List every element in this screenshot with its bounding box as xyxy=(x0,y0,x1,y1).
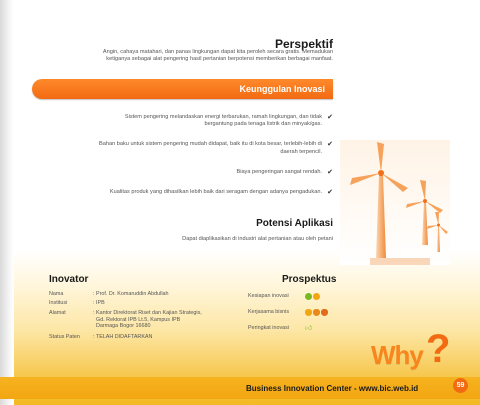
inovator-value: : TELAH DIDAFTARKAN xyxy=(93,333,153,340)
book-spine-shadow xyxy=(0,0,14,405)
advantage-list xyxy=(33,114,333,209)
footer-text: Business Innovation Center - www.bic.web.id xyxy=(246,384,419,393)
perspektif-line-2: ketiganya sebagai alat pengering hasil pertanian berpotensi memberikan berbagai manfaat. xyxy=(106,56,333,63)
readiness-icon xyxy=(313,293,320,300)
keunggulan-banner xyxy=(32,79,333,99)
potensi-title: Potensi Aplikasi xyxy=(256,218,333,229)
inovator-row xyxy=(49,291,233,298)
inovator-row xyxy=(49,334,233,341)
advantage-text: Kualitas produk yang dihasilkan lebih baik dari seragam dengan adanya pengadukan. xyxy=(109,189,322,196)
money-bag-icon xyxy=(313,309,320,316)
advantage-text: Sistem pengering melandaskan energi terbarukan, ramah lingkungan, dan tidak xyxy=(124,114,322,120)
inovator-value: Darmaga Bogor 16680 xyxy=(96,323,151,330)
readiness-icon xyxy=(305,293,312,300)
check-icon: ✔ xyxy=(327,114,333,121)
inovator-value: : IPB xyxy=(93,299,105,306)
check-icon: ✔ xyxy=(327,141,333,149)
prospektus-row xyxy=(248,308,328,316)
money-bag-icon xyxy=(321,309,328,316)
check-icon: ✔ xyxy=(327,189,333,197)
perspektif-text xyxy=(43,49,333,63)
advantage-text: daerah terpencil. xyxy=(280,148,322,155)
turbine-background xyxy=(340,140,450,265)
prospektus-row xyxy=(248,292,328,300)
turbine-ground xyxy=(370,258,430,265)
advantage-item xyxy=(33,141,333,155)
advantage-text: bergantung pada tenaga listrik dan minyak/gas. xyxy=(204,121,322,128)
inovator-row xyxy=(49,310,233,330)
prospektus-label: Peringkat inovasi xyxy=(248,325,290,331)
page-number: 59 xyxy=(453,378,468,393)
prospektus-label: Kesiapan inovasi xyxy=(248,293,289,299)
inovator-value: Gd. Rektorat IPB Lt.5, Kampus IPB xyxy=(96,316,181,323)
why-question-mark: ? xyxy=(426,327,451,371)
advantage-item xyxy=(33,189,333,196)
why-logo: Why xyxy=(371,340,423,370)
wind-turbine-illustration xyxy=(340,140,450,265)
inovator-value: : Prof. Dr. Komaruddin Abdullah xyxy=(93,291,169,297)
inovator-title: Inovator xyxy=(49,274,89,285)
advantage-text: Bahan baku untuk sistem pengering mudah didapat, baik itu di kota besar, terlebih-lebih di xyxy=(99,141,322,148)
inovator-key: Status Paten xyxy=(49,333,80,340)
potensi-text: Dapat diaplikasikan di industri alat pertanian atau oleh petani xyxy=(182,236,333,242)
prospektus-label: Kerjasama bisnis xyxy=(248,309,290,315)
keunggulan-title: Keunggulan Inovasi xyxy=(239,84,325,94)
advantage-item xyxy=(33,169,333,176)
prospektus-row xyxy=(248,324,328,332)
inovator-key: Alamat xyxy=(49,310,66,317)
perspektif-line-1: Angin, cahaya matahari, dan panas lingkungan dapat kita peroleh secara gratis. Memadukan xyxy=(102,49,333,55)
inovator-key: Institusi xyxy=(49,299,68,306)
check-icon: ✔ xyxy=(327,168,333,176)
advantage-item xyxy=(33,114,333,128)
inovator-table xyxy=(49,291,233,343)
inovator-row xyxy=(49,300,233,307)
advantage-text: Biaya pengeringan sangat rendah. xyxy=(236,168,322,175)
prospektus-title: Prospektus xyxy=(282,274,337,285)
inovator-key: Nama xyxy=(49,291,64,297)
money-bag-icon xyxy=(305,309,312,316)
perspektif-title: Perspektif xyxy=(274,37,333,51)
prospektus-list xyxy=(248,292,328,340)
thumbs-up-icon: 👍︎ xyxy=(305,324,313,332)
inovator-value: : Kantor Direktorat Riset dan Kajian Strategis, xyxy=(93,310,202,317)
